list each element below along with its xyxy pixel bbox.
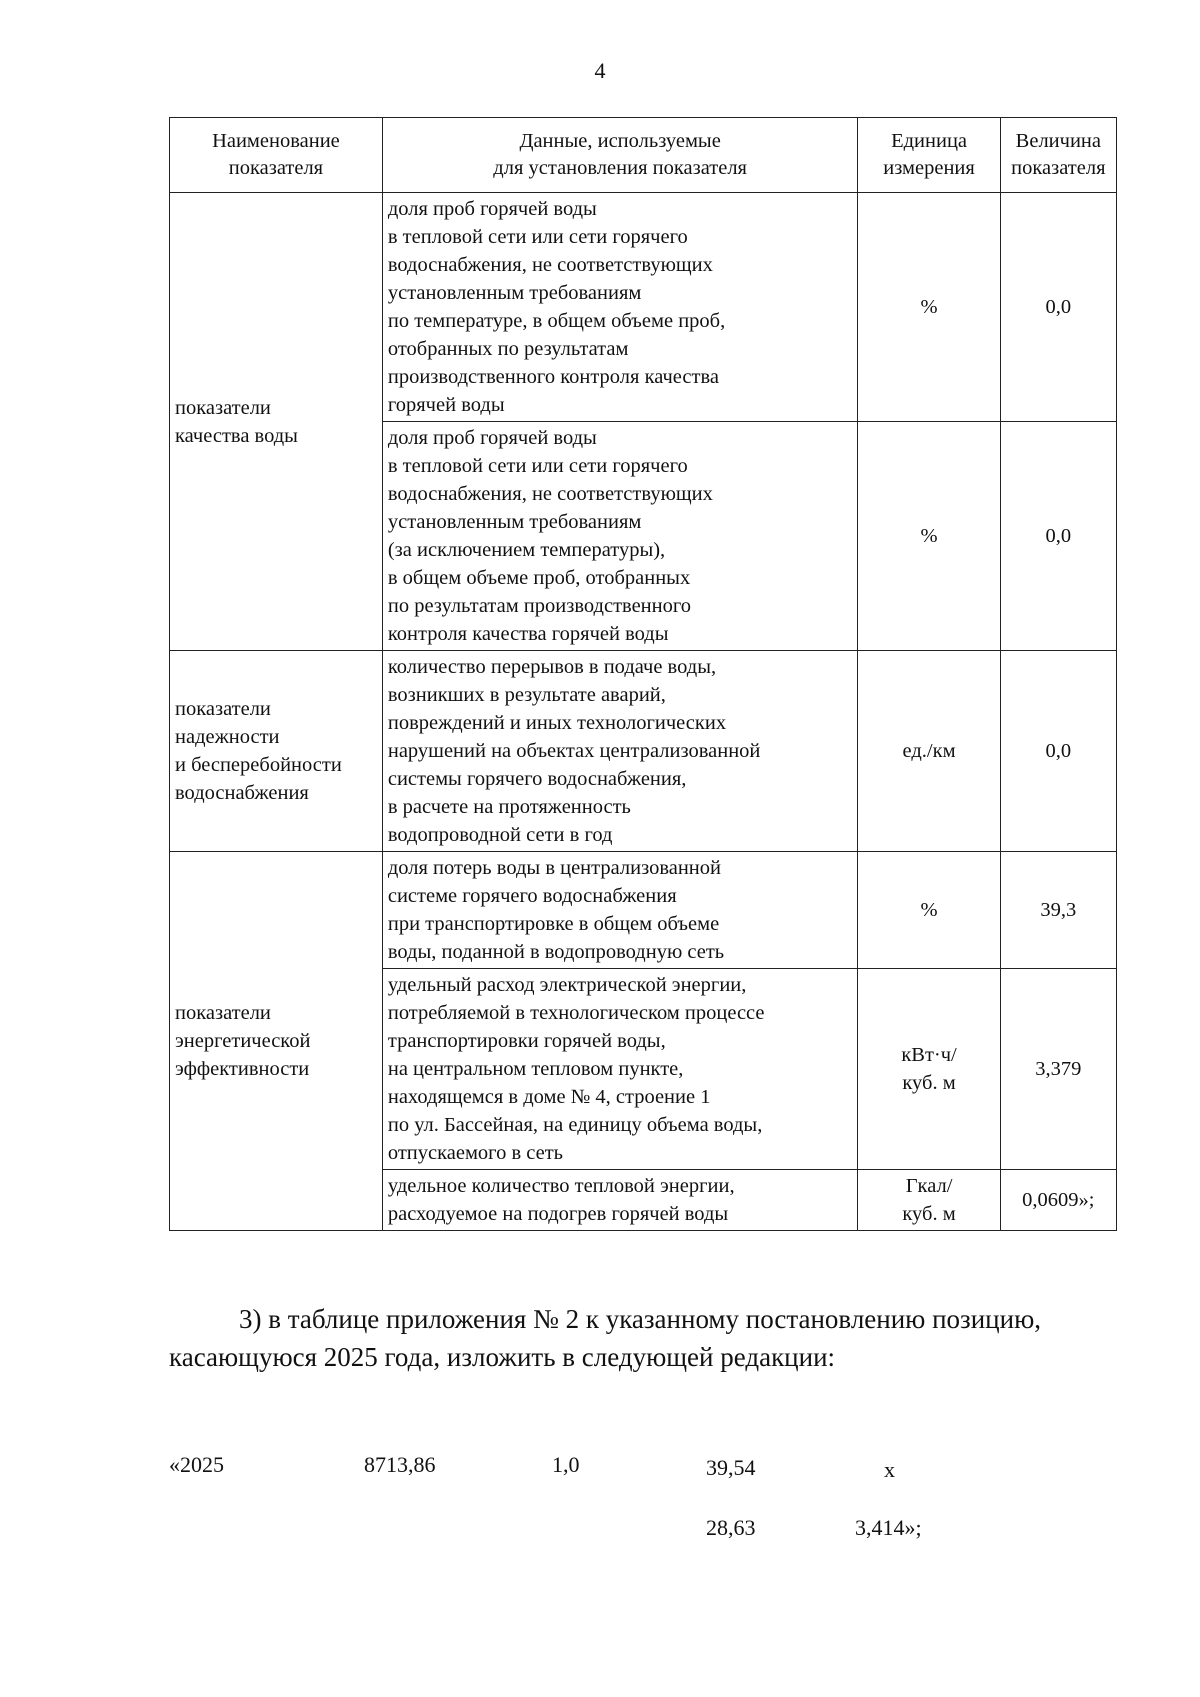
table-header-row <box>170 118 1117 193</box>
indicator-data: количество перерывов в подаче воды, возникших в результате аварий, повреждений и иных технологических нарушений на объектах централизованной системы горячего водоснабжения, в расчете на протяженность водопроводной сети в год <box>382 651 858 852</box>
indicator-unit: кВт·ч/ куб. м <box>858 969 1000 1170</box>
header-data: Данные, используемые для установления показателя <box>382 118 858 193</box>
indicator-value: 0,0609»; <box>1000 1170 1116 1231</box>
header-unit: Единица измерения <box>858 118 1000 193</box>
indicator-data: доля проб горячей воды в тепловой сети или сети горячего водоснабжения, не соответствующих установленным требованиям по температуре, в общем объеме проб, отобранных по результатам производственного контроля качества горячей воды <box>382 193 858 422</box>
indicator-data: доля потерь воды в централизованной системе горячего водоснабжения при транспортировке в общем объеме воды, поданной в водопроводную сеть <box>382 852 858 969</box>
indicator-data: доля проб горячей воды в тепловой сети или сети горячего водоснабжения, не соответствующих установленным требованиям (за исключением температуры), в общем объеме проб, отобранных по результатам производственного контроля качества горячей воды <box>382 422 858 651</box>
value-cell-1: 8713,86 <box>364 1452 436 1477</box>
indicator-value: 39,3 <box>1000 852 1116 969</box>
indicator-unit: % <box>858 852 1000 969</box>
indicator-value: 3,379 <box>1000 969 1116 1170</box>
indicator-group-name: показатели энергетической эффективности <box>170 852 383 1231</box>
page-number: 4 <box>594 58 606 83</box>
indicators-table <box>169 117 1117 1231</box>
value-cell-4: х <box>884 1457 895 1482</box>
indicator-group-name: показатели надежности и бесперебойности водоснабжения <box>170 651 383 852</box>
indicator-unit: % <box>858 193 1000 422</box>
indicator-value: 0,0 <box>1000 193 1116 422</box>
indicator-data: удельный расход электрической энергии, потребляемой в технологическом процессе транспортировки горячей воды, на центральном тепловом пункте, находящемся в доме № 4, строение 1 по ул. Бассейная, на единицу объема воды, отпускаемого в сеть <box>382 969 858 1170</box>
indicator-value: 0,0 <box>1000 422 1116 651</box>
header-name: Наименование показателя <box>170 118 383 193</box>
amendment-paragraph <box>169 1300 1117 1376</box>
value-cell-3: 39,54 <box>706 1455 756 1480</box>
paragraph-line-1: 3) в таблице приложения № 2 к указанному постановлению позицию, <box>239 1304 1041 1334</box>
header-value: Величина показателя <box>1000 118 1116 193</box>
indicator-unit: Гкал/ куб. м <box>858 1170 1000 1231</box>
indicator-unit: % <box>858 422 1000 651</box>
indicator-unit: ед./км <box>858 651 1000 852</box>
table-row <box>170 852 1117 969</box>
indicator-data: удельное количество тепловой энергии, расходуемое на подогрев горячей воды <box>382 1170 858 1231</box>
paragraph-line-2: касающуюся 2025 года, изложить в следующей редакции: <box>169 1342 836 1372</box>
value-cell-2: 1,0 <box>552 1452 580 1477</box>
value-cell-5: 28,63 <box>706 1515 756 1540</box>
table-row <box>170 193 1117 422</box>
table-row <box>170 651 1117 852</box>
value-cell-6: 3,414»; <box>855 1515 922 1540</box>
year-cell: «2025 <box>169 1452 224 1477</box>
indicator-value: 0,0 <box>1000 651 1116 852</box>
indicator-group-name: показатели качества воды <box>170 193 383 651</box>
